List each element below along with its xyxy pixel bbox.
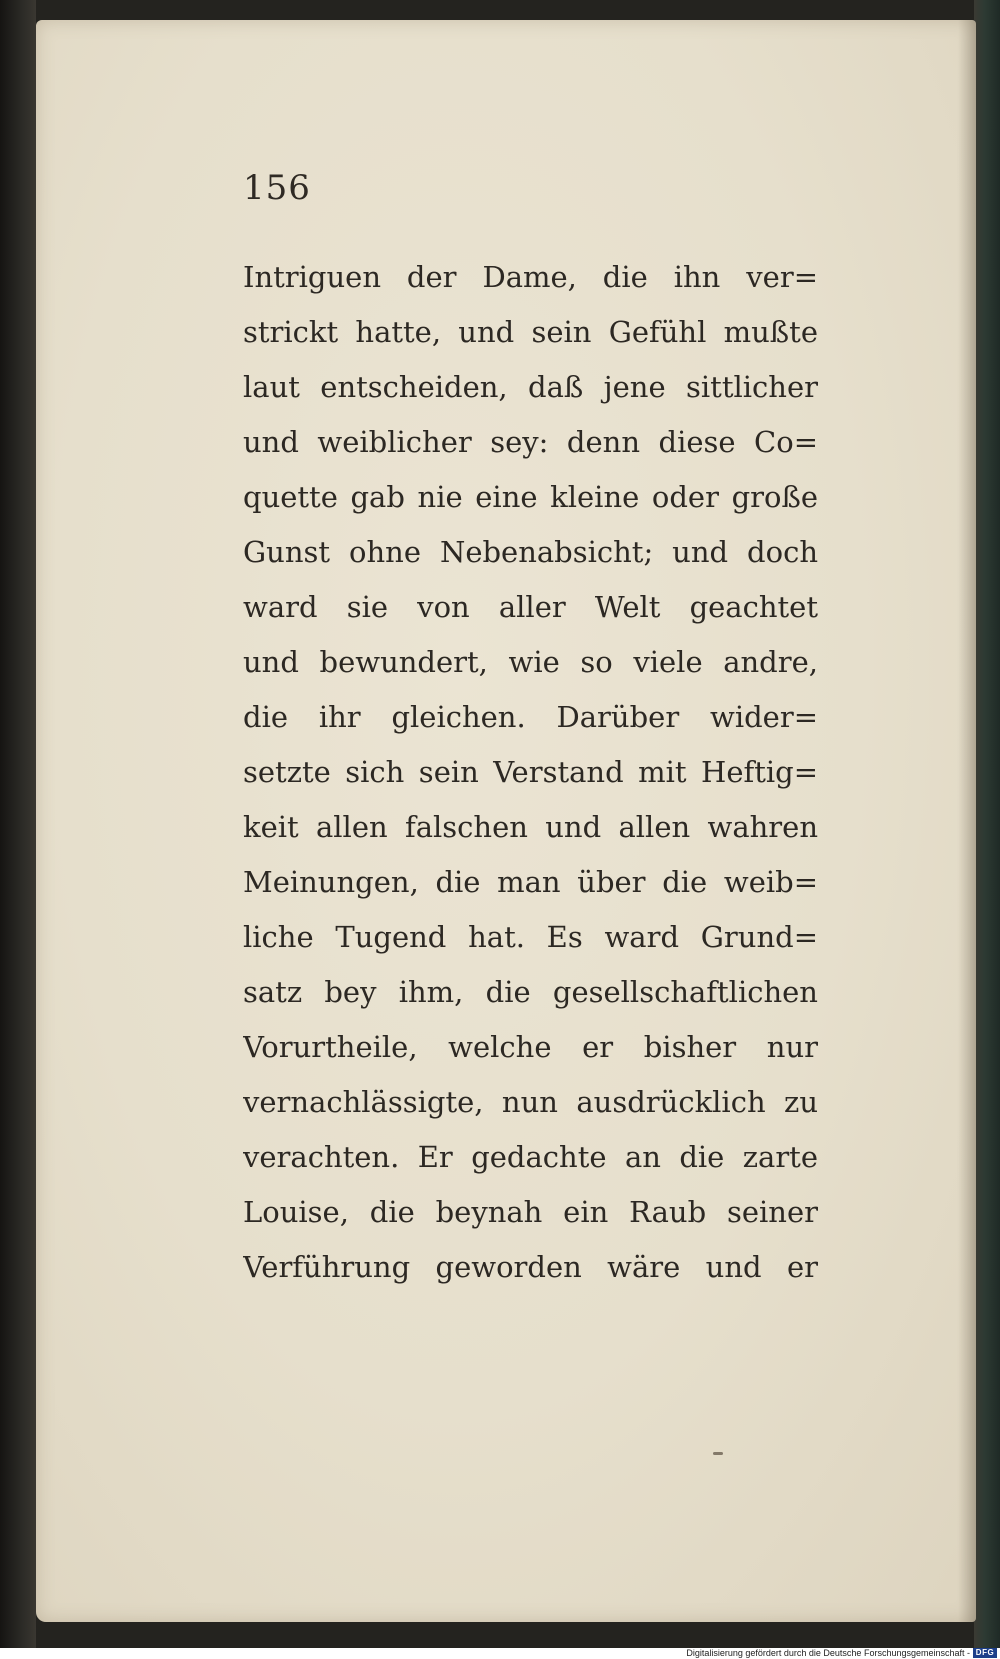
page-number: 156 bbox=[243, 168, 311, 208]
footer-bar bbox=[0, 1648, 1000, 1659]
text-line: Gunst ohne Nebenabsicht; und doch bbox=[243, 535, 818, 569]
text-line: satz bey ihm, die gesellschaftlichen bbox=[243, 975, 818, 1009]
funding-credit: Digitalisierung gefördert durch die Deutsche Forschungsgemeinschaft - bbox=[686, 1648, 970, 1658]
text-line: laut entscheiden, daß jene sittlicher bbox=[243, 370, 818, 404]
text-line: ward sie von aller Welt geachtet bbox=[243, 590, 818, 624]
paper-speck bbox=[713, 1452, 723, 1455]
book-binding-edge bbox=[0, 0, 36, 1648]
text-line: Meinungen, die man über die weib= bbox=[243, 865, 818, 899]
page-edge-shadow bbox=[958, 20, 976, 1622]
text-line: verachten. Er gedachte an die zarte bbox=[243, 1140, 818, 1174]
text-line: Vorurtheile, welche er bisher nur bbox=[243, 1030, 818, 1064]
text-line: Louise, die beynah ein Raub seiner bbox=[243, 1195, 818, 1229]
text-line: liche Tugend hat. Es ward Grund= bbox=[243, 920, 818, 954]
text-line: und weiblicher sey: denn diese Co= bbox=[243, 425, 818, 459]
text-line: und bewundert, wie so viele andre, bbox=[243, 645, 818, 679]
text-line: die ihr gleichen. Darüber wider= bbox=[243, 700, 818, 734]
text-line: vernachlässigte, nun ausdrücklich zu bbox=[243, 1085, 818, 1119]
body-text bbox=[243, 250, 818, 1295]
text-line: setzte sich sein Verstand mit Heftig= bbox=[243, 755, 818, 789]
text-line: strickt hatte, und sein Gefühl mußte bbox=[243, 315, 818, 349]
text-line: Verführung geworden wäre und er bbox=[243, 1250, 818, 1284]
book-cover-edge bbox=[974, 0, 1000, 1648]
text-line: Intriguen der Dame, die ihn ver= bbox=[243, 260, 818, 294]
text-line: keit allen falschen und allen wahren bbox=[243, 810, 818, 844]
dfg-logo: DFG bbox=[973, 1648, 997, 1658]
text-line: quette gab nie eine kleine oder große bbox=[243, 480, 818, 514]
